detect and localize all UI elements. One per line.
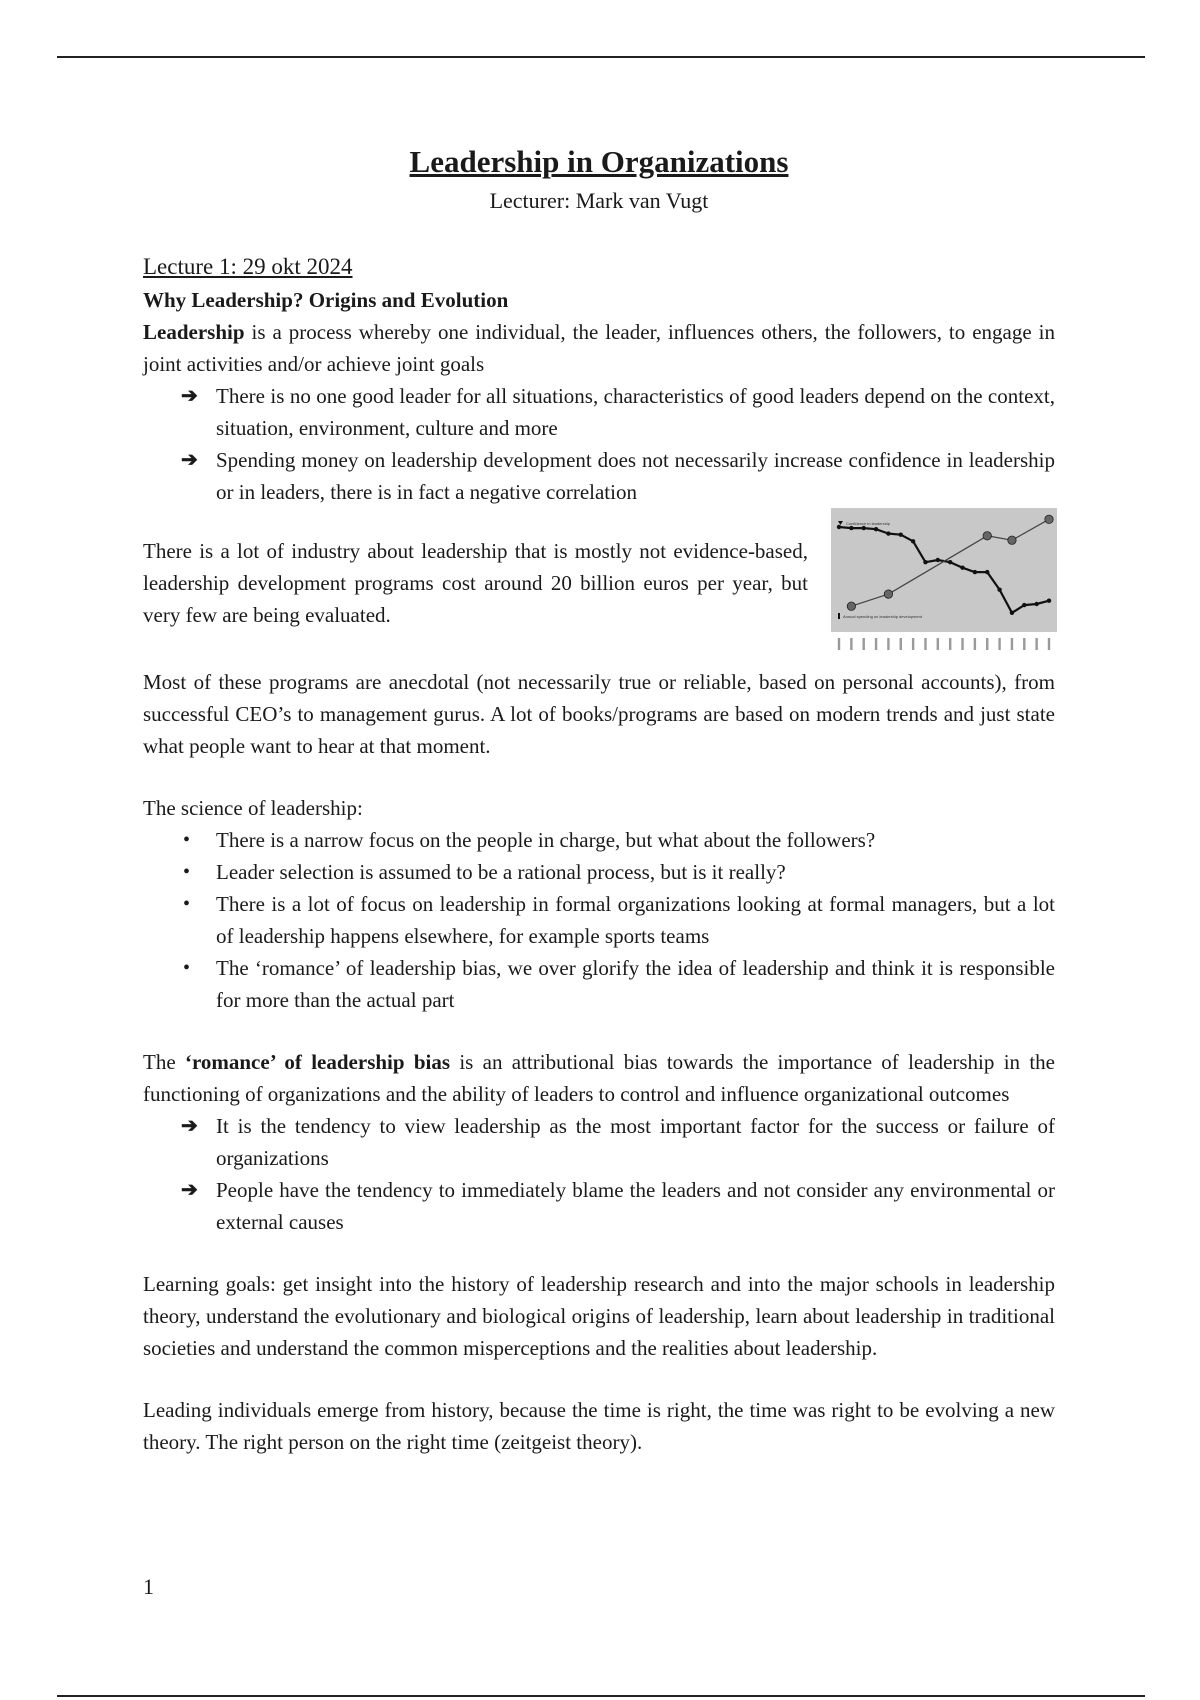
industry-paragraph: There is a lot of industry about leadership that is mostly not evidence-based, leadership development programs cost around 20 billion euros per year, but very few are being evaluated. <box>143 539 808 627</box>
chart-x-tick-mark <box>949 638 951 650</box>
spacer <box>143 1016 1055 1046</box>
list-item <box>143 444 1055 508</box>
chart-x-tick-mark <box>838 638 840 650</box>
page-number: 1 <box>143 1574 154 1599</box>
list-item-text: There is a lot of focus on leadership in formal organizations looking at formal managers, but a lot of leadership happens elsewhere, for example sports teams <box>216 892 1055 948</box>
romance-prefix: The <box>143 1050 185 1074</box>
footer-rule <box>57 1695 1145 1697</box>
science-points <box>143 824 1055 1016</box>
chart-x-tick-mark <box>887 638 889 650</box>
spending-data-point <box>1008 536 1016 544</box>
definition-text: is a process whereby one individual, the leader, influences others, the followers, to engage in joint activities and/or achieve joint goals <box>143 320 1055 376</box>
zeitgeist-paragraph: Leading individuals emerge from history, because the time is right, the time was right to be evolving a new theory. The right person on the right time (zeitgeist theory). <box>143 1398 1055 1454</box>
lecturer-line: Lecturer: Mark van Vugt <box>489 188 709 213</box>
list-item-text: People have the tendency to immediately blame the leaders and not consider any environmental or external causes <box>216 1178 1055 1234</box>
chart-x-tick-mark <box>961 638 963 650</box>
anecdotal-paragraph: Most of these programs are anecdotal (not necessarily true or reliable, based on personal accounts), from successful CEO’s to management gurus. A lot of books/programs are based on modern trends and just state what people want to hear at that moment. <box>143 670 1055 758</box>
chart-x-tick-mark <box>1048 638 1050 650</box>
chart-x-tick-mark <box>850 638 852 650</box>
spacer <box>143 1238 1055 1268</box>
chart-x-tick-mark <box>986 638 988 650</box>
romance-definition <box>143 1046 1055 1110</box>
confidence-spending-chart <box>831 508 1057 668</box>
confidence-data-point <box>911 539 915 543</box>
chart-x-tick-mark <box>875 638 877 650</box>
confidence-data-point <box>886 531 890 535</box>
spending-data-point <box>1045 515 1053 523</box>
chart-x-tick-mark <box>863 638 865 650</box>
spending-data-point <box>983 532 991 540</box>
chart-x-tick-mark <box>900 638 902 650</box>
arrow-icon: ➔ <box>181 385 198 407</box>
confidence-data-point <box>899 533 903 537</box>
confidence-data-point <box>936 558 940 562</box>
arrow-icon: ➔ <box>181 1115 198 1137</box>
arrow-icon: ➔ <box>181 1179 198 1201</box>
legend-marker-spending <box>838 613 840 619</box>
list-item <box>143 856 1055 888</box>
list-item-text: The ‘romance’ of leadership bias, we over glorify the idea of leadership and think it is responsible for more than the actual part <box>216 956 1055 1012</box>
document-body <box>143 250 1055 1458</box>
definition-points <box>143 380 1055 508</box>
spending-data-point <box>884 590 892 598</box>
legend-label-spending: Annual spending on leadership development <box>843 614 922 619</box>
lecture-date: Lecture 1: 29 okt 2024 <box>143 254 353 279</box>
leadership-definition <box>143 316 1055 380</box>
learning-goals-paragraph: Learning goals: get insight into the history of leadership research and into the major schools in leadership theory, understand the evolutionary and biological origins of leadership, learn about leadership in traditional societies and understand the common misperceptions and the realities about leadership. <box>143 1272 1055 1360</box>
confidence-data-point <box>1010 611 1014 615</box>
chart-x-tick-mark <box>1023 638 1025 650</box>
chart-x-tick-mark <box>912 638 914 650</box>
list-item <box>143 1110 1055 1174</box>
confidence-data-point <box>874 527 878 531</box>
spacer <box>143 762 1055 792</box>
bullet-icon: • <box>183 829 191 851</box>
confidence-data-point <box>1034 602 1038 606</box>
bullet-icon: • <box>183 957 191 979</box>
confidence-data-point <box>997 588 1001 592</box>
chart-x-tick-mark <box>1035 638 1037 650</box>
list-item-text: There is a narrow focus on the people in charge, but what about the followers? <box>216 828 876 852</box>
confidence-data-point <box>985 570 989 574</box>
confidence-data-point <box>849 526 853 530</box>
list-item-text: It is the tendency to view leadership as the most important factor for the success or failure of organizations <box>216 1114 1055 1170</box>
confidence-data-point <box>973 570 977 574</box>
spending-data-point <box>847 602 855 610</box>
confidence-data-point <box>837 525 841 529</box>
confidence-data-point <box>1047 599 1051 603</box>
romance-points <box>143 1110 1055 1238</box>
confidence-data-point <box>948 560 952 564</box>
list-item <box>143 888 1055 952</box>
list-item <box>143 1174 1055 1238</box>
bullet-icon: • <box>183 893 191 915</box>
industry-figure-row <box>143 508 1055 666</box>
document-title: Leadership in Organizations <box>409 144 789 179</box>
science-intro: The science of leadership: <box>143 796 363 820</box>
section-heading: Why Leadership? Origins and Evolution <box>143 288 509 312</box>
chart-x-ticks <box>838 638 1050 650</box>
arrow-icon: ➔ <box>181 449 198 471</box>
spacer <box>143 1364 1055 1394</box>
confidence-data-point <box>1022 603 1026 607</box>
list-item <box>143 380 1055 444</box>
chart-x-tick-mark <box>1011 638 1013 650</box>
list-item <box>143 824 1055 856</box>
romance-term: ‘romance’ of leadership bias <box>184 1050 451 1074</box>
definition-term: Leadership <box>143 320 245 344</box>
chart-x-tick-mark <box>924 638 926 650</box>
list-item <box>143 952 1055 1016</box>
list-item-text: Spending money on leadership development does not necessarily increase confidence in leadership or in leaders, there is in fact a negative correlation <box>216 448 1055 504</box>
confidence-data-point <box>862 526 866 530</box>
list-item-text: There is no one good leader for all situations, characteristics of good leaders depend on the context, situation, environment, culture and more <box>216 384 1055 440</box>
bullet-icon: • <box>183 861 191 883</box>
list-item-text: Leader selection is assumed to be a rational process, but is it really? <box>216 860 786 884</box>
chart-x-tick-mark <box>998 638 1000 650</box>
confidence-data-point <box>923 560 927 564</box>
header-rule <box>57 56 1145 58</box>
chart-x-tick-mark <box>974 638 976 650</box>
romance-text: is an attributional bias towards the importance of leadership in the functioning of organizations and the ability of leaders to control and influence organizational outcomes <box>143 1050 1055 1106</box>
confidence-data-point <box>960 566 964 570</box>
legend-label-confidence: Confidence in leadership <box>846 521 891 526</box>
chart-x-tick-mark <box>937 638 939 650</box>
